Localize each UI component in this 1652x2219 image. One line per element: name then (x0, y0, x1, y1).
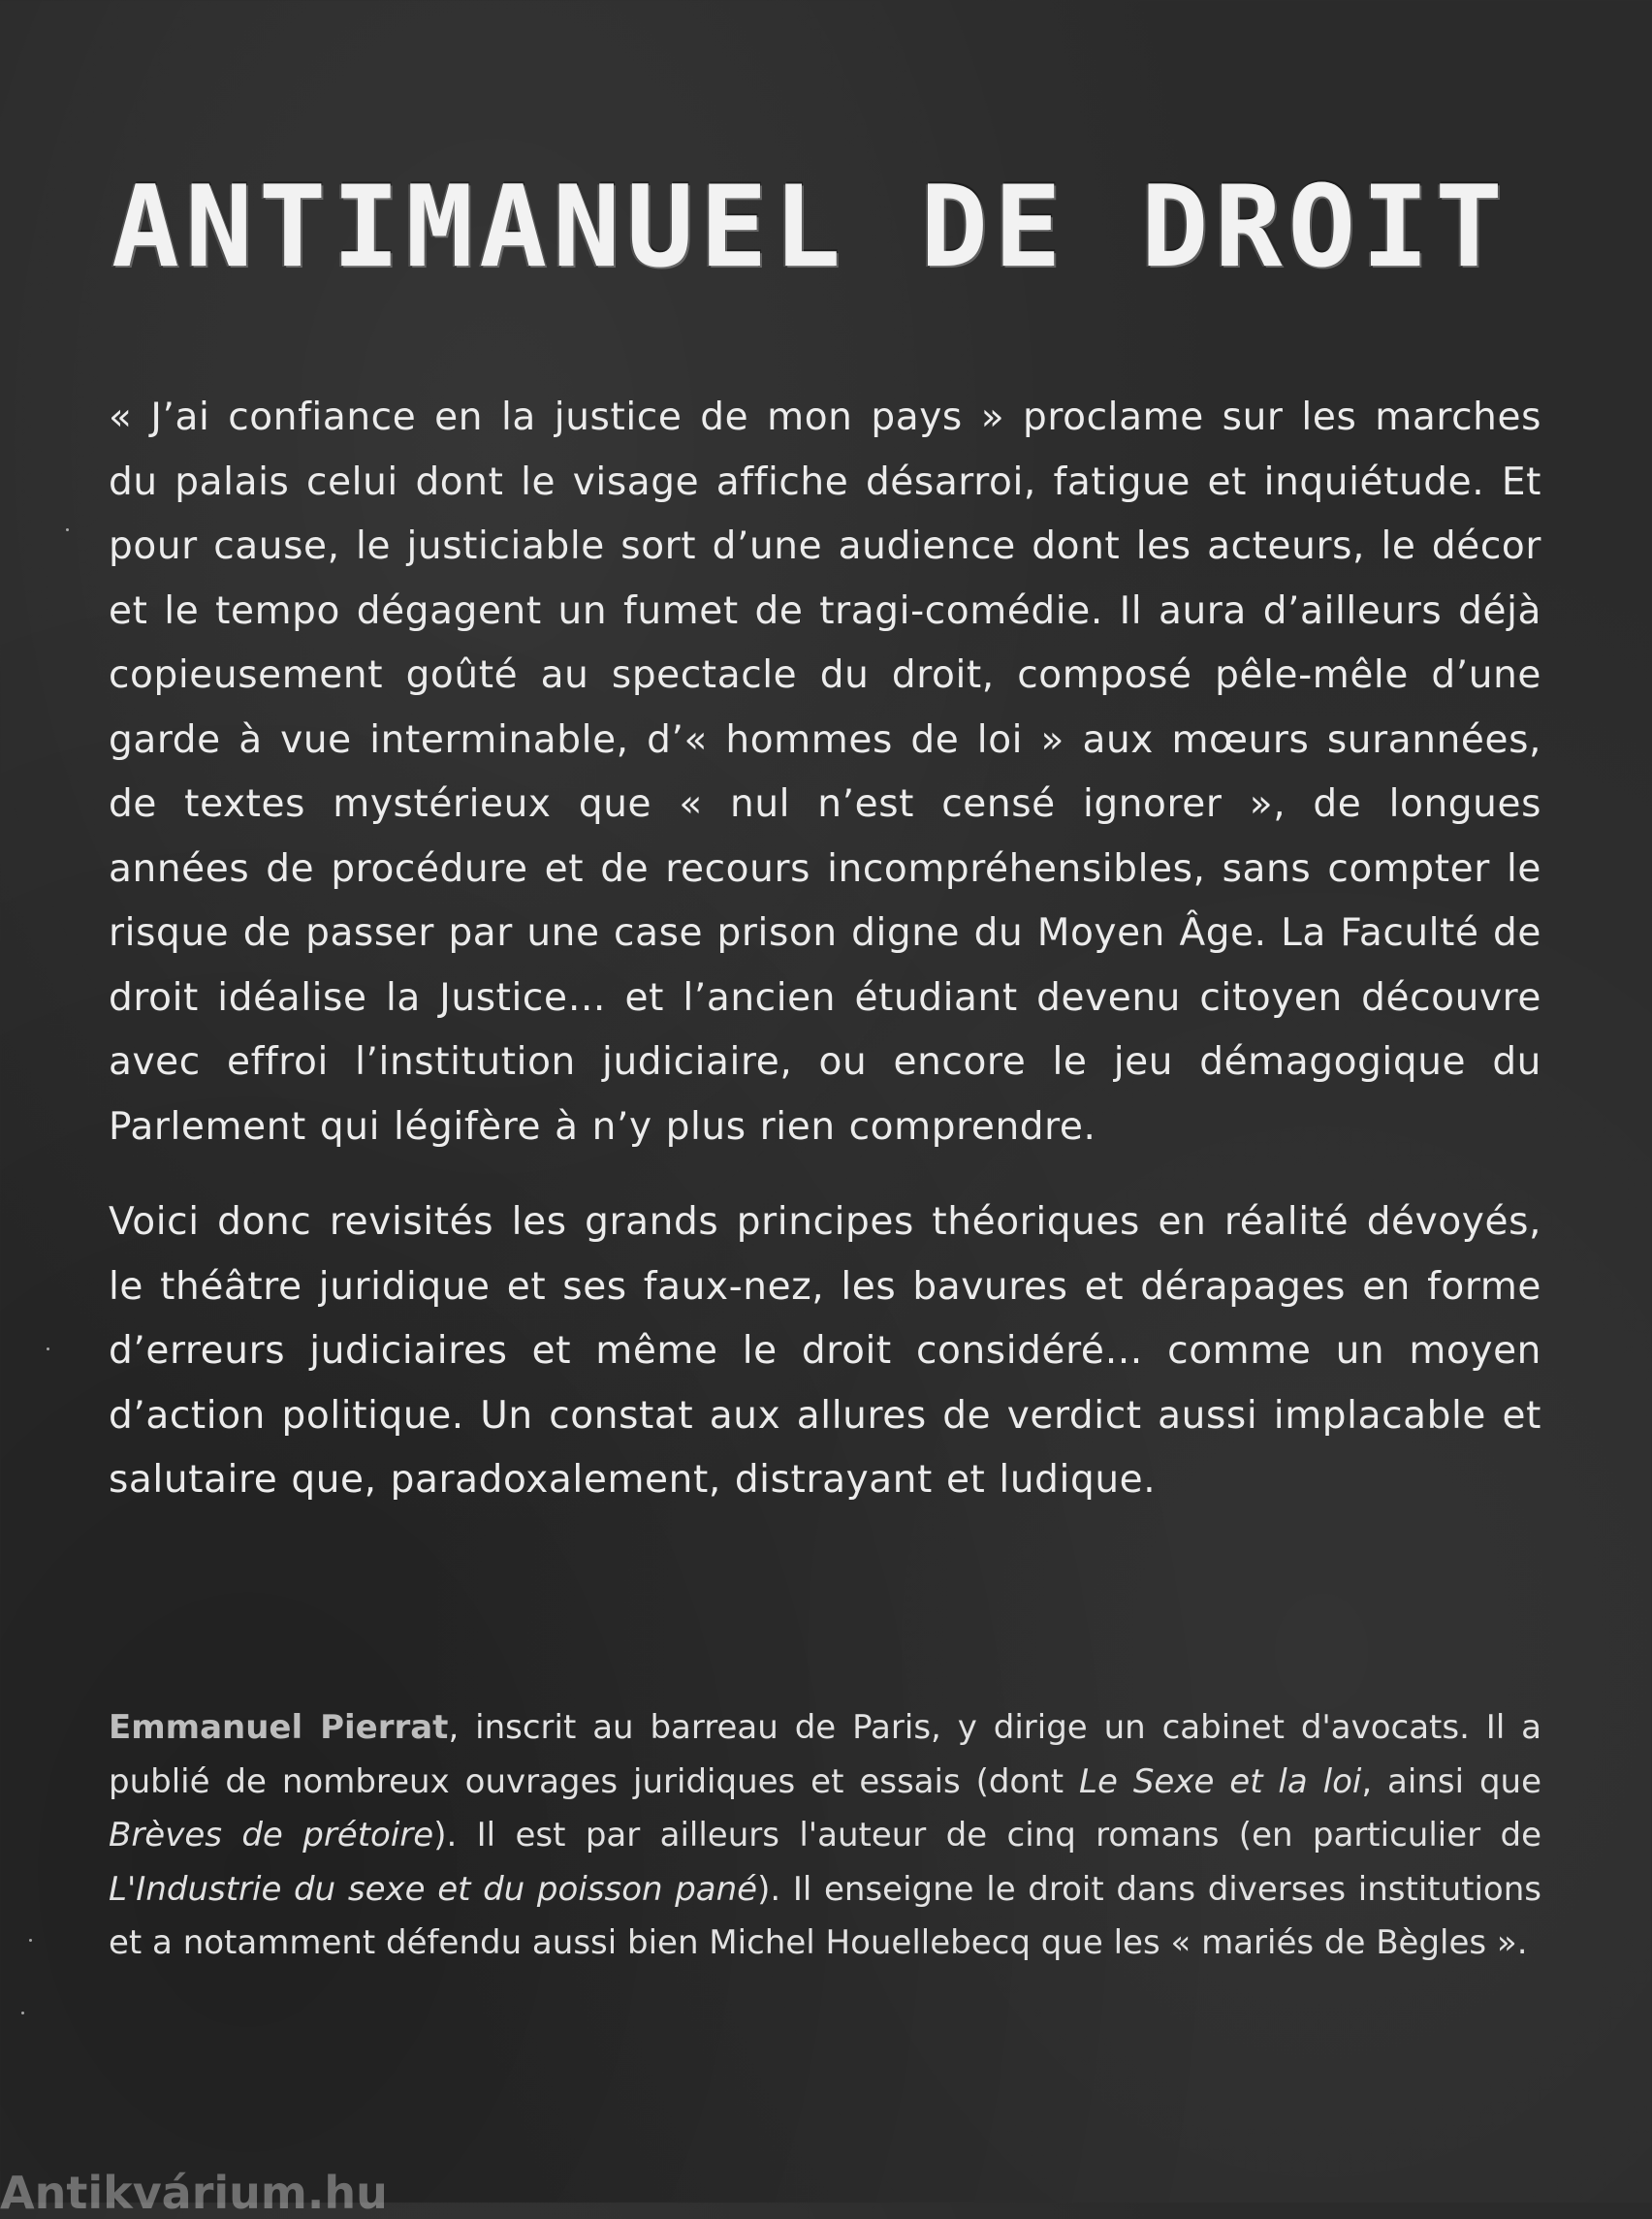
bio-text-2: , ainsi que (1361, 1761, 1542, 1801)
book-title: ANTIMANUEL DE DROIT (111, 162, 1509, 293)
bio-text-4: ). Il enseigne le droit dans diverses institutions et a notamment défendu aussi bien Michel Houellebecq que les « mariés de Bègles ». (109, 1869, 1541, 1962)
blurb-paragraph-1: « J’ai confiance en la justice de mon pays » proclame sur les marches du palais celui dont le visage affiche désarroi, fatigue et inquiétude. Et pour cause, le justiciable sort d’une audience dont les acteurs, le décor et le tempo dégagent un fumet de tragi-comédie. Il aura d’ailleurs déjà copieusement goûté au spectacle du droit, composé pêle-mêle d’une garde à vue interminable, d’« hommes de loi » aux mœurs surannées, de textes mystérieux que « nul n’est censé ignorer », de longues années de procédure et de recours incompréhensibles, sans compter le risque de passer par une case prison digne du Moyen Âge. La Faculté de droit idéalise la Justice… et l’ancien étudiant devenu citoyen découvre avec effroi l’institution judiciaire, ou encore le jeu démagogique du Parlement qui légifère à n’y plus rien comprendre. (109, 396, 1541, 1149)
dust-speck (29, 1939, 32, 1942)
dust-speck (47, 1347, 49, 1350)
bio-text-1: , inscrit au barreau de Paris, y dirige un cabinet d'avocats. Il a publié de nombreux ouvrages juridiques et essais (dont (109, 1708, 1541, 1801)
blurb-paragraph-2: Voici donc revisités les grands principes théoriques en réalité dévoyés, le théâtre juridique et ses faux-nez, les bavures et dérapages en forme d’erreurs judiciaires et même le droit considéré… comme un moyen d’action politique. Un constat aux allures de verdict aussi implacable et salutaire que, paradoxalement, distrayant et ludique. (109, 1200, 1541, 1502)
dust-speck (21, 2012, 24, 2014)
book-title-3: L'Industrie du sexe et du poisson pané (109, 1869, 758, 1909)
author-name: Emmanuel Pierrat (109, 1708, 449, 1747)
watermark: Antikvárium.hu (0, 2167, 388, 2219)
book-title-1: Le Sexe et la loi (1079, 1761, 1362, 1801)
dust-speck (66, 528, 69, 531)
author-bio (109, 1701, 1541, 1971)
book-title-2: Brèves de prétoire (109, 1816, 434, 1854)
blurb (109, 386, 1541, 1544)
bio-text-3: ). Il est par ailleurs l'auteur de cinq romans (en particulier de (433, 1816, 1541, 1854)
